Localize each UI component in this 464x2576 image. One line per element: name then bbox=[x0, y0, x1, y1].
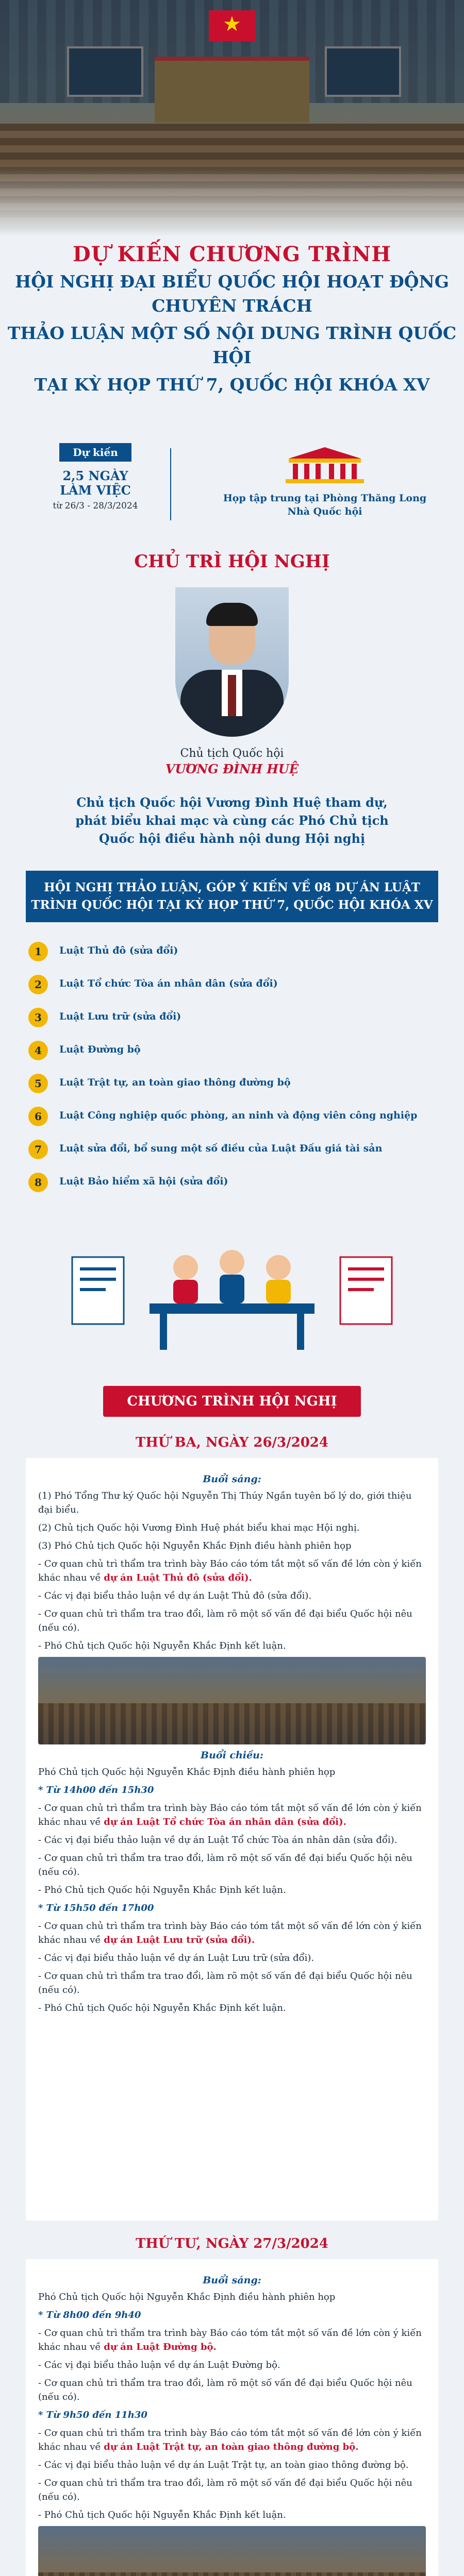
divider bbox=[170, 448, 171, 520]
law-highlight: dự án Luật Đường bộ. bbox=[104, 2342, 217, 2352]
title-line-4: TẠI KỲ HỌP THỨ 7, QUỐC HỘI KHÓA XV bbox=[34, 375, 430, 395]
agenda-item: - Các vị đại biểu thảo luận về dự án Luật Tổ chức Tòa án nhân dân (sửa đổi). bbox=[38, 1835, 397, 1845]
parliament-building-icon bbox=[278, 443, 371, 484]
list-item bbox=[28, 1168, 441, 1201]
law-list bbox=[28, 938, 441, 1201]
agenda-item: - Cơ quan chủ trì thẩm tra trao đổi, làm rõ một số vấn đề đại biểu Quốc hội nêu (nếu có). bbox=[38, 1853, 412, 1877]
law-highlight: dự án Luật Lưu trữ (sửa đổi). bbox=[104, 1935, 255, 1945]
morning-label: Buổi sáng: bbox=[203, 2275, 261, 2286]
law-title: Luật Đường bộ bbox=[59, 1044, 141, 1055]
chair-description bbox=[67, 793, 397, 848]
law-title: Luật Tổ chức Tòa án nhân dân (sửa đổi) bbox=[59, 978, 278, 989]
agenda-item: (1) Phó Tổng Thư ký Quốc hội Nguyễn Thị Thúy Ngần tuyên bố lý do, giới thiệu đại biểu. bbox=[38, 1490, 412, 1515]
agenda-item bbox=[38, 2326, 426, 2354]
planned-tag: Dự kiến bbox=[59, 443, 131, 462]
program-heading: CHƯƠNG TRÌNH HỘI NGHỊ bbox=[103, 1386, 361, 1417]
chair-desc-line-2: phát biểu khai mạc và cùng các Phó Chủ tịch bbox=[75, 813, 389, 828]
agenda-item: Phó Chủ tịch Quốc hội Nguyễn Khắc Định điều hành phiên họp bbox=[38, 2292, 336, 2302]
day2-block bbox=[26, 2259, 438, 2576]
agenda-item: - Cơ quan chủ trì thẩm tra trao đổi, làm rõ một số vấn đề đại biểu Quốc hội nêu (nếu có). bbox=[38, 1608, 412, 1633]
venue-box bbox=[217, 443, 433, 518]
days-count: 2,5 NGÀY bbox=[62, 468, 128, 483]
day1-title: THỨ BA, NGÀY 26/3/2024 bbox=[136, 1435, 328, 1450]
agenda-text: - Cơ quan chủ trì thẩm tra trình bày Báo cáo tóm tắt một số vấn đề lớn còn ý kiến khác nhau về bbox=[38, 1803, 422, 1827]
list-item bbox=[28, 1004, 441, 1037]
agenda-item bbox=[38, 2426, 426, 2454]
agenda-text: - Cơ quan chủ trì thẩm tra trình bày Báo cáo tóm tắt một số vấn đề lớn còn ý kiến khác nhau về bbox=[38, 2428, 422, 2452]
chair-desc-line-3: Quốc hội điều hành nội dung Hội nghị bbox=[98, 831, 366, 846]
list-item bbox=[28, 1037, 441, 1070]
agenda-item: - Các vị đại biểu thảo luận về dự án Luật Thủ đô (sửa đổi). bbox=[38, 1590, 312, 1601]
time-slot: * Từ 8h00 đến 9h40 bbox=[38, 2310, 141, 2320]
time-slot: * Từ 15h50 đến 17h00 bbox=[38, 1903, 154, 1913]
session-photo bbox=[38, 2526, 426, 2576]
law-highlight: dự án Luật Thủ đô (sửa đổi). bbox=[104, 1572, 252, 1583]
law-number: 7 bbox=[28, 1140, 48, 1159]
page-title bbox=[0, 242, 464, 397]
chair-role: Chủ tịch Quốc hội bbox=[180, 747, 284, 760]
law-title: Luật Thủ đô (sửa đổi) bbox=[59, 945, 178, 956]
law-number: 1 bbox=[28, 942, 48, 961]
agenda-text: - Cơ quan chủ trì thẩm tra trình bày Báo cáo tóm tắt một số vấn đề lớn còn ý kiến khác nhau về bbox=[38, 2328, 422, 2352]
agenda-item: - Các vị đại biểu thảo luận về dự án Luật Trật tự, an toàn giao thông đường bộ. bbox=[38, 2460, 409, 2470]
list-item bbox=[28, 1136, 441, 1168]
title-line-2: HỘI NGHỊ ĐẠI BIỂU QUỐC HỘI HOẠT ĐỘNG CHUYÊN TRÁCH bbox=[15, 272, 449, 316]
agenda-item: - Cơ quan chủ trì thẩm tra trao đổi, làm rõ một số vấn đề đại biểu Quốc hội nêu (nếu có). bbox=[38, 2478, 412, 2502]
banner-line-2: TRÌNH QUỐC HỘI TẠI KỲ HỌP THỨ 7, QUỐC HỘI KHÓA XV bbox=[31, 898, 433, 912]
day1-block bbox=[26, 1458, 438, 2221]
afternoon-label: Buổi chiều: bbox=[201, 1750, 263, 1761]
days-label: LÀM VIỆC bbox=[60, 483, 131, 498]
meeting-info bbox=[0, 443, 464, 531]
law-title: Luật Lưu trữ (sửa đổi) bbox=[59, 1011, 181, 1022]
chair-desc-line-1: Chủ tịch Quốc hội Vương Đình Huệ tham dự, bbox=[76, 795, 388, 810]
law-title: Luật Công nghiệp quốc phòng, an ninh và động viên công nghiệp bbox=[59, 1110, 418, 1121]
national-flag-icon bbox=[209, 10, 255, 41]
law-number: 2 bbox=[28, 975, 48, 994]
law-number: 3 bbox=[28, 1008, 48, 1027]
title-line-1: DỰ KIẾN CHƯƠNG TRÌNH bbox=[72, 242, 392, 266]
agenda-item: - Phó Chủ tịch Quốc hội Nguyễn Khắc Định kết luận. bbox=[38, 2510, 286, 2520]
morning-label: Buổi sáng: bbox=[203, 1473, 261, 1485]
chair-name: VƯƠNG ĐÌNH HUỆ bbox=[165, 761, 299, 776]
agenda-item: Phó Chủ tịch Quốc hội Nguyễn Khắc Định điều hành phiên họp bbox=[38, 1767, 336, 1777]
hero-photo bbox=[0, 0, 464, 237]
list-item bbox=[28, 1070, 441, 1103]
day2-title: THỨ TƯ, NGÀY 27/3/2024 bbox=[136, 2236, 328, 2251]
agenda-item: - Các vị đại biểu thảo luận về dự án Luật Lưu trữ (sửa đổi). bbox=[38, 1953, 314, 1963]
venue-line-1: Họp tập trung tại Phòng Thăng Long bbox=[223, 493, 427, 504]
law-number: 8 bbox=[28, 1173, 48, 1192]
agenda-item bbox=[38, 1919, 426, 1947]
session-photo bbox=[38, 1657, 426, 1744]
laws-banner bbox=[26, 871, 438, 922]
list-item bbox=[28, 1103, 441, 1136]
banner-line-1: HỘI NGHỊ THẢO LUẬN, GÓP Ý KIẾN VỀ 08 DỰ ÁN LUẬT bbox=[44, 880, 420, 894]
agenda-text: - Cơ quan chủ trì thẩm tra trình bày Báo cáo tóm tắt một số vấn đề lớn còn ý kiến khác nhau về bbox=[38, 1921, 422, 1945]
chairman-portrait bbox=[175, 587, 289, 737]
list-item bbox=[28, 938, 441, 971]
duration-box bbox=[41, 443, 150, 511]
law-title: Luật sửa đổi, bổ sung một số điều của Luật Đấu giá tài sản bbox=[59, 1143, 383, 1154]
law-highlight: dự án Luật Tổ chức Tòa án nhân dân (sửa đổi). bbox=[104, 1817, 346, 1827]
law-number: 4 bbox=[28, 1041, 48, 1060]
date-range: từ 26/3 - 28/3/2024 bbox=[53, 501, 138, 511]
list-item bbox=[28, 971, 441, 1004]
law-title: Luật Trật tự, an toàn giao thông đường bộ bbox=[59, 1077, 291, 1088]
agenda-item: - Phó Chủ tịch Quốc hội Nguyễn Khắc Định kết luận. bbox=[38, 2003, 286, 2013]
venue-line-2: Nhà Quốc hội bbox=[287, 506, 362, 517]
title-line-3: THẢO LUẬN MỘT SỐ NỘI DUNG TRÌNH QUỐC HỘI bbox=[7, 323, 457, 367]
agenda-item: - Các vị đại biểu thảo luận về dự án Luật Đường bộ. bbox=[38, 2360, 280, 2370]
time-slot: * Từ 9h50 đến 11h30 bbox=[38, 2410, 147, 2420]
time-slot: * Từ 14h00 đến 15h30 bbox=[38, 1785, 154, 1795]
agenda-item: (3) Phó Chủ tịch Quốc hội Nguyễn Khắc Định điều hành phiên họp bbox=[38, 1540, 352, 1551]
chair-heading: CHỦ TRÌ HỘI NGHỊ bbox=[134, 551, 330, 572]
agenda-item bbox=[38, 1557, 426, 1585]
law-title: Luật Bảo hiểm xã hội (sửa đổi) bbox=[59, 1176, 228, 1187]
agenda-item: (2) Chủ tịch Quốc hội Vương Đình Huệ phát biểu khai mạc Hội nghị. bbox=[38, 1522, 360, 1533]
agenda-item: - Cơ quan chủ trì thẩm tra trao đổi, làm rõ một số vấn đề đại biểu Quốc hội nêu (nếu có). bbox=[38, 2378, 412, 2402]
agenda-item bbox=[38, 1801, 426, 1829]
law-highlight: dự án Luật Trật tự, an toàn giao thông đường bộ. bbox=[104, 2442, 359, 2452]
agenda-item: - Phó Chủ tịch Quốc hội Nguyễn Khắc Định kết luận. bbox=[38, 1885, 286, 1895]
agenda-text: - Cơ quan chủ trì thẩm tra trình bày Báo cáo tóm tắt một số vấn đề lớn còn ý kiến khác nhau về bbox=[38, 1558, 422, 1583]
agenda-item: - Cơ quan chủ trì thẩm tra trao đổi, làm rõ một số vấn đề đại biểu Quốc hội nêu (nếu có). bbox=[38, 1971, 412, 1995]
agenda-item: - Phó Chủ tịch Quốc hội Nguyễn Khắc Định kết luận. bbox=[38, 1640, 286, 1651]
law-number: 6 bbox=[28, 1107, 48, 1126]
law-number: 5 bbox=[28, 1074, 48, 1093]
meeting-illustration bbox=[31, 1226, 433, 1360]
